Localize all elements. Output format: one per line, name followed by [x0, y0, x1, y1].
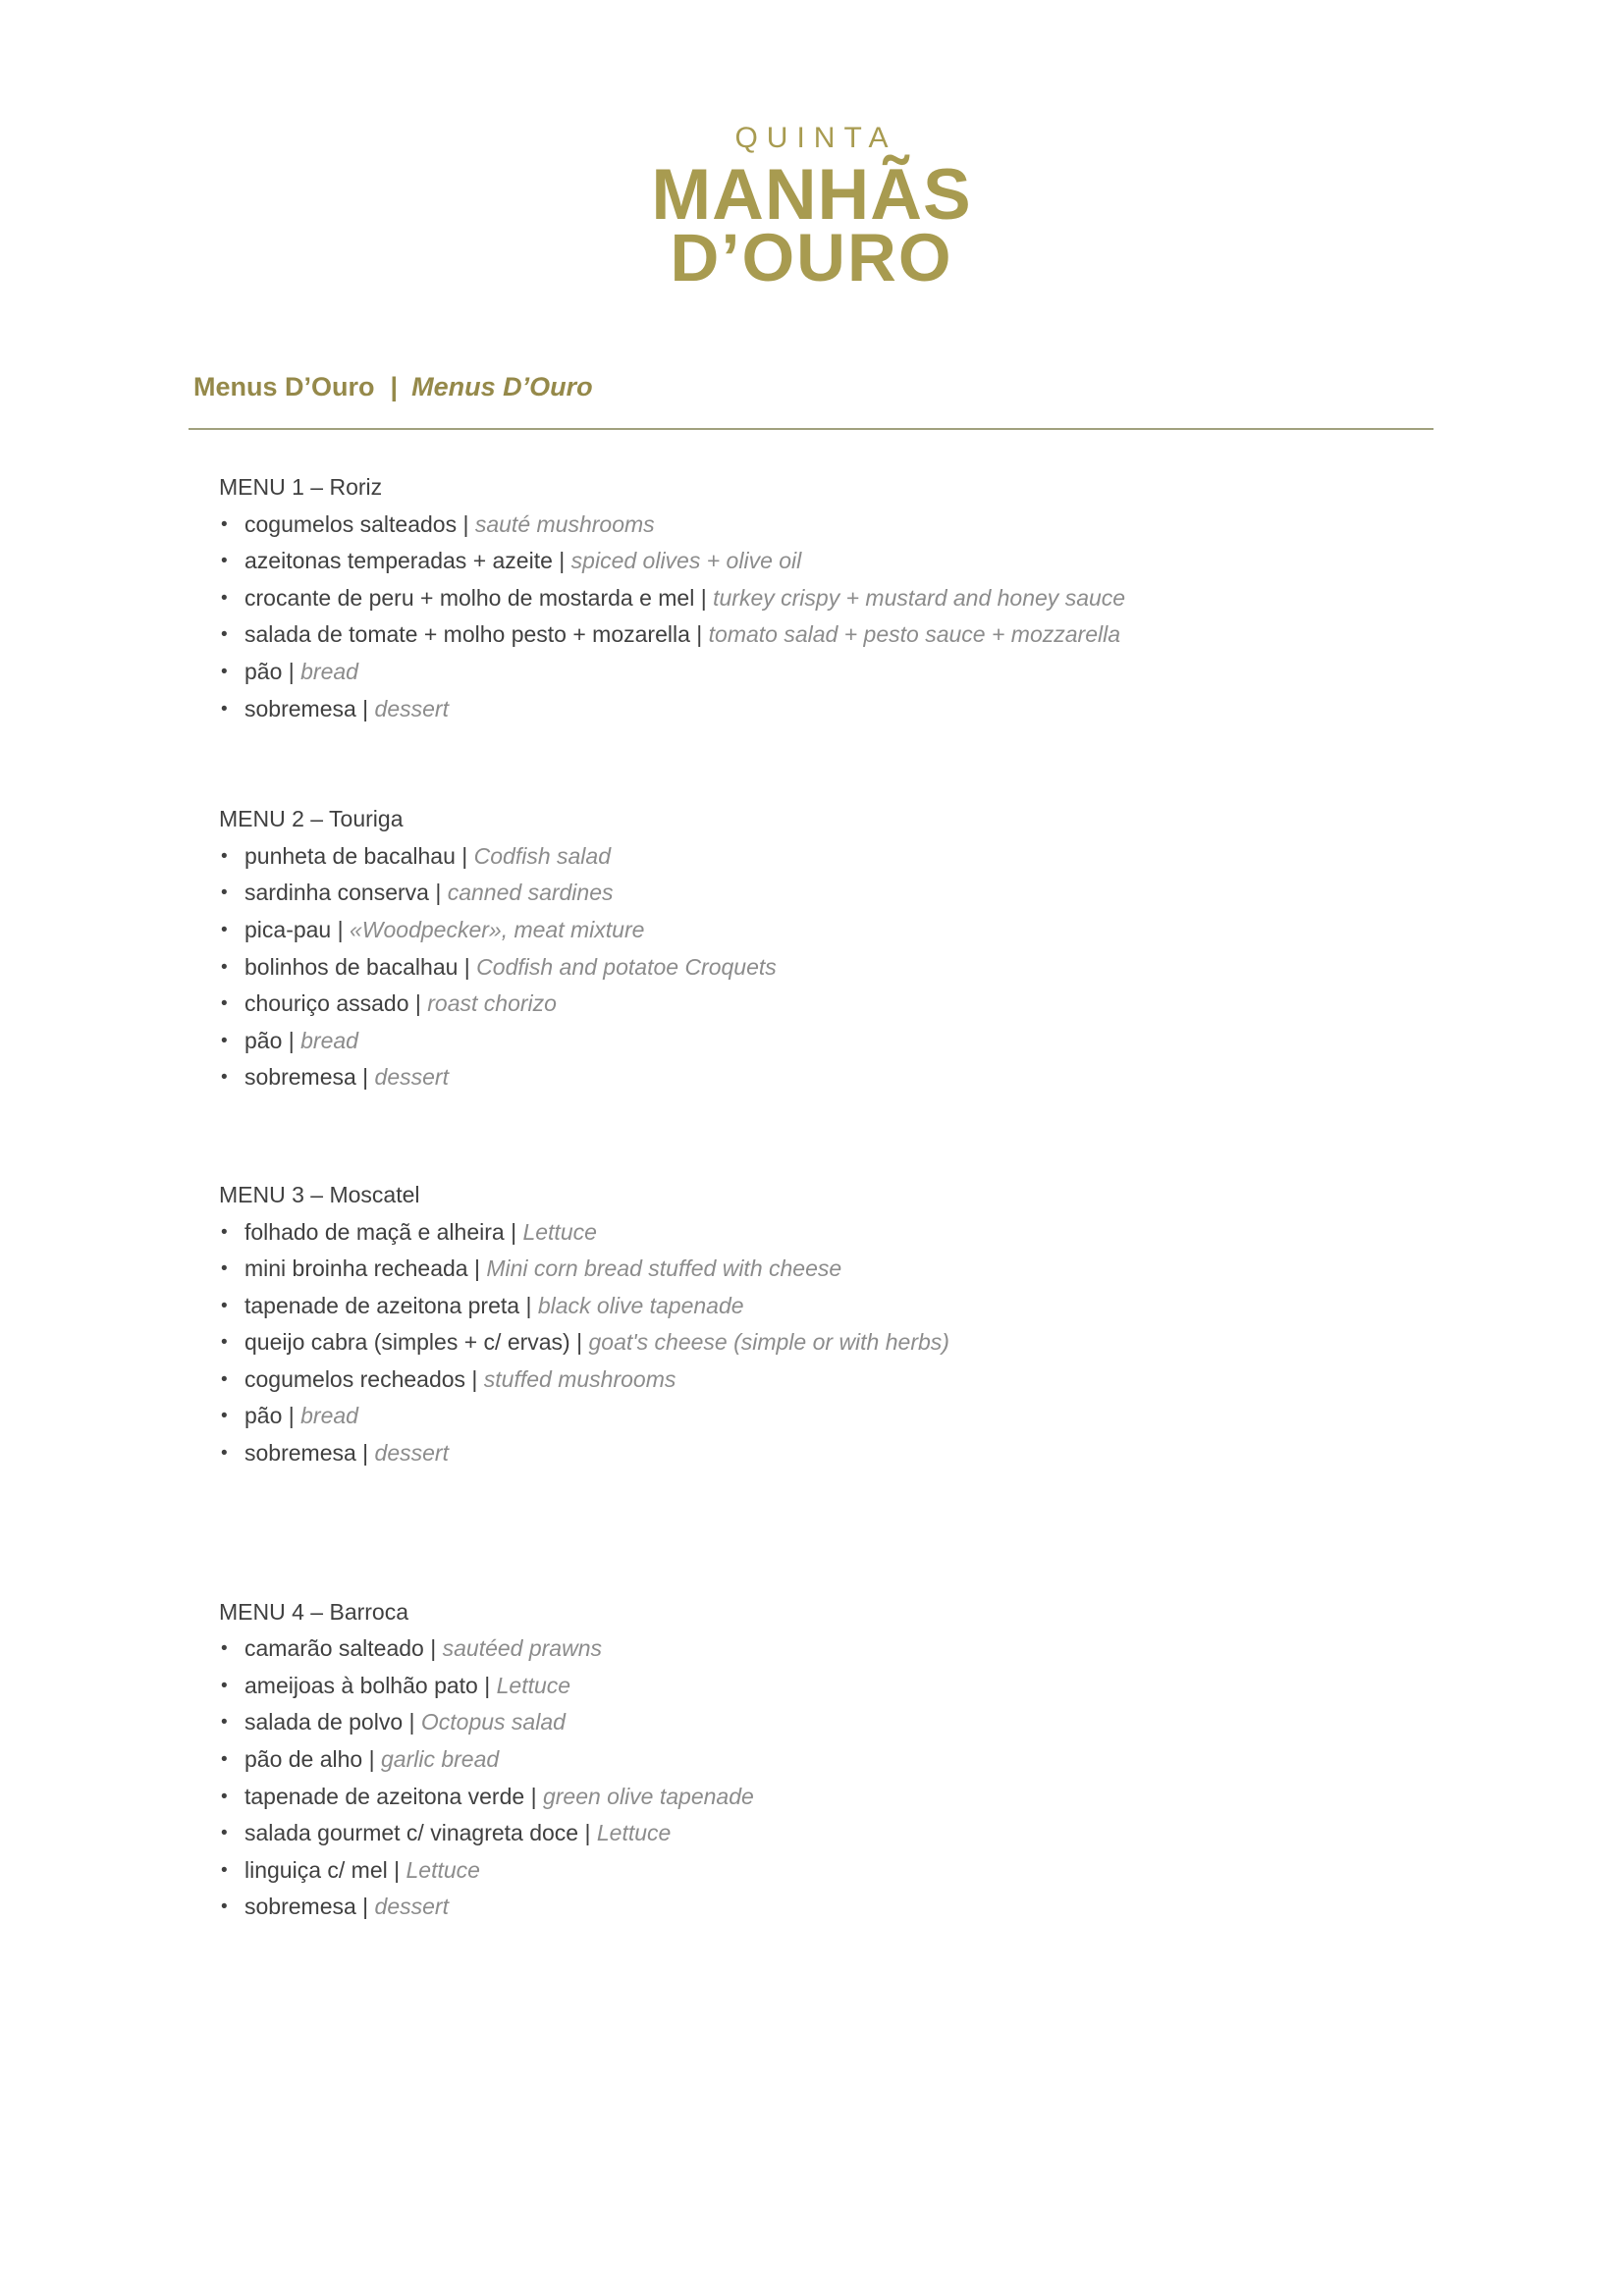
bullet-icon: •	[221, 587, 228, 609]
menu-item-portuguese: folhado de maçã e alheira	[244, 1218, 505, 1245]
menu-item-separator: |	[477, 1672, 497, 1698]
bullet-icon: •	[221, 919, 228, 940]
menu-item-separator: |	[282, 1403, 301, 1429]
bullet-icon: •	[221, 993, 228, 1015]
menu-item-english: Lettuce	[522, 1218, 597, 1245]
menu-item-english: Lettuce	[596, 1820, 672, 1846]
menu-item-english: sautéed prawns	[442, 1635, 602, 1662]
menu-item-separator: |	[465, 1365, 484, 1392]
menu-item	[219, 507, 1152, 544]
menu-section-title: MENU 1 – Roriz	[219, 474, 383, 500]
menu-item-english: bread	[300, 1027, 358, 1053]
menu-item-portuguese: mini broinha recheada	[244, 1255, 468, 1282]
bullet-icon: •	[221, 1368, 228, 1390]
bullet-icon: •	[221, 845, 228, 867]
menu-item	[219, 1741, 1152, 1779]
menu-item	[219, 691, 1152, 728]
menu-section	[219, 1177, 1152, 1472]
menu-item-separator: |	[578, 1820, 597, 1846]
logo-line-quinta: QUINTA	[734, 122, 897, 154]
menu-item-portuguese: pão	[244, 1027, 283, 1053]
title-separator: |	[390, 372, 399, 401]
menu-item	[219, 875, 1152, 912]
bullet-icon: •	[221, 1295, 228, 1316]
menu-item	[219, 1889, 1152, 1926]
bullet-icon: •	[221, 698, 228, 720]
menu-item-english: dessert	[374, 1440, 449, 1467]
menu-item-separator: |	[355, 1894, 375, 1920]
menu-item-separator: |	[355, 1440, 375, 1467]
menu-section	[219, 801, 1152, 1096]
menu-item	[219, 1630, 1152, 1668]
logo-line-manhas: MANHÃS	[651, 155, 972, 235]
menu-item	[219, 1288, 1152, 1325]
menu-item	[219, 543, 1152, 580]
menu-item	[219, 1398, 1152, 1435]
menu-item-separator: |	[362, 1746, 381, 1773]
bullet-icon: •	[221, 1859, 228, 1881]
menu-section	[219, 1594, 1152, 1926]
menu-item-english: Codfish and potatoe Croquets	[476, 953, 777, 980]
menu-item-separator: |	[504, 1218, 523, 1245]
menu-item-portuguese: salada gourmet c/ vinagreta doce	[244, 1820, 579, 1846]
menu-item-portuguese: pão	[244, 658, 283, 684]
menu-item	[219, 1214, 1152, 1252]
menu-item-portuguese: sobremesa	[244, 1064, 356, 1091]
bullet-icon: •	[221, 1406, 228, 1427]
menu-list-container	[219, 469, 1152, 1926]
menu-item-english: dessert	[374, 1064, 449, 1091]
menu-item-portuguese: azeitonas temperadas + azeite	[244, 548, 553, 574]
bullet-icon: •	[221, 1823, 228, 1844]
menu-item-separator: |	[569, 1329, 589, 1356]
menu-item-separator: |	[355, 1064, 375, 1091]
bullet-icon: •	[221, 1749, 228, 1771]
page-title	[193, 367, 593, 406]
menu-item	[219, 616, 1152, 654]
menu-item-portuguese: linguiça c/ mel	[244, 1856, 388, 1883]
menu-item-portuguese: salada de polvo	[244, 1709, 404, 1735]
bullet-icon: •	[221, 1786, 228, 1807]
menu-item-english: «Woodpecker», meat mixture	[350, 916, 645, 942]
menu-item-separator: |	[355, 695, 375, 721]
logo-line-douro: D’OURO	[670, 220, 953, 295]
menu-item	[219, 1704, 1152, 1741]
menu-item	[219, 1059, 1152, 1096]
bullet-icon: •	[221, 1258, 228, 1280]
menu-item-separator: |	[423, 1635, 443, 1662]
menu-item-separator: |	[331, 916, 350, 942]
menu-item-english: stuffed mushrooms	[483, 1365, 676, 1392]
menu-item-english: spiced olives + olive oil	[570, 548, 802, 574]
bullet-icon: •	[221, 1221, 228, 1243]
menu-item-english: black olive tapenade	[537, 1292, 744, 1318]
menu-item-english: bread	[300, 658, 358, 684]
menu-item-separator: |	[519, 1292, 538, 1318]
menu-item-separator: |	[689, 621, 709, 648]
menu-item	[219, 654, 1152, 691]
page-title-portuguese: Menus D’Ouro	[193, 372, 375, 401]
menu-item	[219, 1815, 1152, 1852]
menu-item-portuguese: pão	[244, 1403, 283, 1429]
menu-section-title: MENU 4 – Barroca	[219, 1598, 409, 1625]
menu-item-separator: |	[467, 1255, 487, 1282]
menu-item	[219, 912, 1152, 949]
menu-item	[219, 1668, 1152, 1705]
menu-item-separator: |	[428, 880, 448, 906]
menu-item	[219, 580, 1152, 617]
menu-item-portuguese: sobremesa	[244, 1440, 356, 1467]
menu-item-portuguese: bolinhos de bacalhau	[244, 953, 459, 980]
bullet-icon: •	[221, 1675, 228, 1696]
menu-item-english: Lettuce	[496, 1672, 571, 1698]
menu-item-english: green olive tapenade	[542, 1783, 754, 1809]
menu-item-portuguese: crocante de peru + molho de mostarda e mel	[244, 584, 695, 611]
bullet-icon: •	[221, 1030, 228, 1051]
menu-item	[219, 949, 1152, 987]
brand-logo	[0, 122, 1623, 295]
menu-item-portuguese: chouriço assado	[244, 990, 409, 1017]
bullet-icon: •	[221, 1638, 228, 1660]
menu-item-portuguese: cogumelos recheados	[244, 1365, 466, 1392]
menu-item-portuguese: sobremesa	[244, 1894, 356, 1920]
menu-item-english: tomato salad + pesto sauce + mozzarella	[708, 621, 1121, 648]
menu-item-english: sauté mushrooms	[474, 510, 655, 537]
bullet-icon: •	[221, 1332, 228, 1354]
menu-item-english: roast chorizo	[427, 990, 557, 1017]
menu-item-english: dessert	[374, 1894, 449, 1920]
menu-item-portuguese: tapenade de azeitona verde	[244, 1783, 525, 1809]
bullet-icon: •	[221, 624, 228, 646]
menu-item-english: Mini corn bread stuffed with cheese	[486, 1255, 842, 1282]
menu-item-portuguese: camarão salteado	[244, 1635, 424, 1662]
menu-item	[219, 838, 1152, 876]
menu-item	[219, 1023, 1152, 1060]
menu-item-portuguese: ameijoas à bolhão pato	[244, 1672, 478, 1698]
menu-item-portuguese: salada de tomate + molho pesto + mozarella	[244, 621, 690, 648]
bullet-icon: •	[221, 1896, 228, 1918]
menu-item-separator: |	[387, 1856, 406, 1883]
menu-item-english: Codfish salad	[473, 842, 611, 869]
bullet-icon: •	[221, 1443, 228, 1465]
menu-item-separator: |	[694, 584, 714, 611]
menu-item-portuguese: pão de alho	[244, 1746, 363, 1773]
menu-item-english: goat's cheese (simple or with herbs)	[588, 1329, 949, 1356]
menu-item-portuguese: cogumelos salteados	[244, 510, 458, 537]
bullet-icon: •	[221, 1712, 228, 1734]
bullet-icon: •	[221, 956, 228, 978]
menu-item-english: dessert	[374, 695, 449, 721]
menu-section-title: MENU 3 – Moscatel	[219, 1181, 420, 1207]
menu-section	[219, 469, 1152, 727]
menu-item-english: garlic bread	[381, 1746, 500, 1773]
menu-item	[219, 986, 1152, 1023]
menu-item-portuguese: tapenade de azeitona preta	[244, 1292, 520, 1318]
menu-item	[219, 1779, 1152, 1816]
menu-item-separator: |	[457, 510, 475, 537]
menu-item-english: bread	[300, 1403, 358, 1429]
menu-item-portuguese: queijo cabra (simples + c/ ervas)	[244, 1329, 570, 1356]
menu-item-separator: |	[458, 953, 477, 980]
menu-item-english: Octopus salad	[420, 1709, 566, 1735]
menu-item-separator: |	[403, 1709, 421, 1735]
menu-item	[219, 1852, 1152, 1890]
menu-item-separator: |	[455, 842, 474, 869]
menu-item-separator: |	[282, 1027, 301, 1053]
menu-item-separator: |	[282, 658, 301, 684]
menu-item-portuguese: punheta de bacalhau	[244, 842, 456, 869]
menu-item-english: canned sardines	[447, 880, 614, 906]
menu-item	[219, 1362, 1152, 1399]
bullet-icon: •	[221, 551, 228, 572]
title-rule-divider	[189, 428, 1434, 430]
menu-section-title: MENU 2 – Touriga	[219, 806, 404, 832]
menu-item-separator: |	[408, 990, 428, 1017]
menu-item-separator: |	[524, 1783, 543, 1809]
menu-item-english: Lettuce	[406, 1856, 480, 1883]
bullet-icon: •	[221, 513, 228, 535]
menu-item-separator: |	[552, 548, 571, 574]
menu-item	[219, 1435, 1152, 1472]
bullet-icon: •	[221, 661, 228, 682]
menu-item-portuguese: sardinha conserva	[244, 880, 429, 906]
menu-item-english: turkey crispy + mustard and honey sauce	[713, 584, 1126, 611]
menu-item-portuguese: pica-pau	[244, 916, 332, 942]
bullet-icon: •	[221, 882, 228, 904]
menu-item	[219, 1251, 1152, 1288]
menu-item	[219, 1324, 1152, 1362]
bullet-icon: •	[221, 1067, 228, 1089]
page-title-english: Menus D’Ouro	[411, 372, 593, 401]
menu-item-portuguese: sobremesa	[244, 695, 356, 721]
